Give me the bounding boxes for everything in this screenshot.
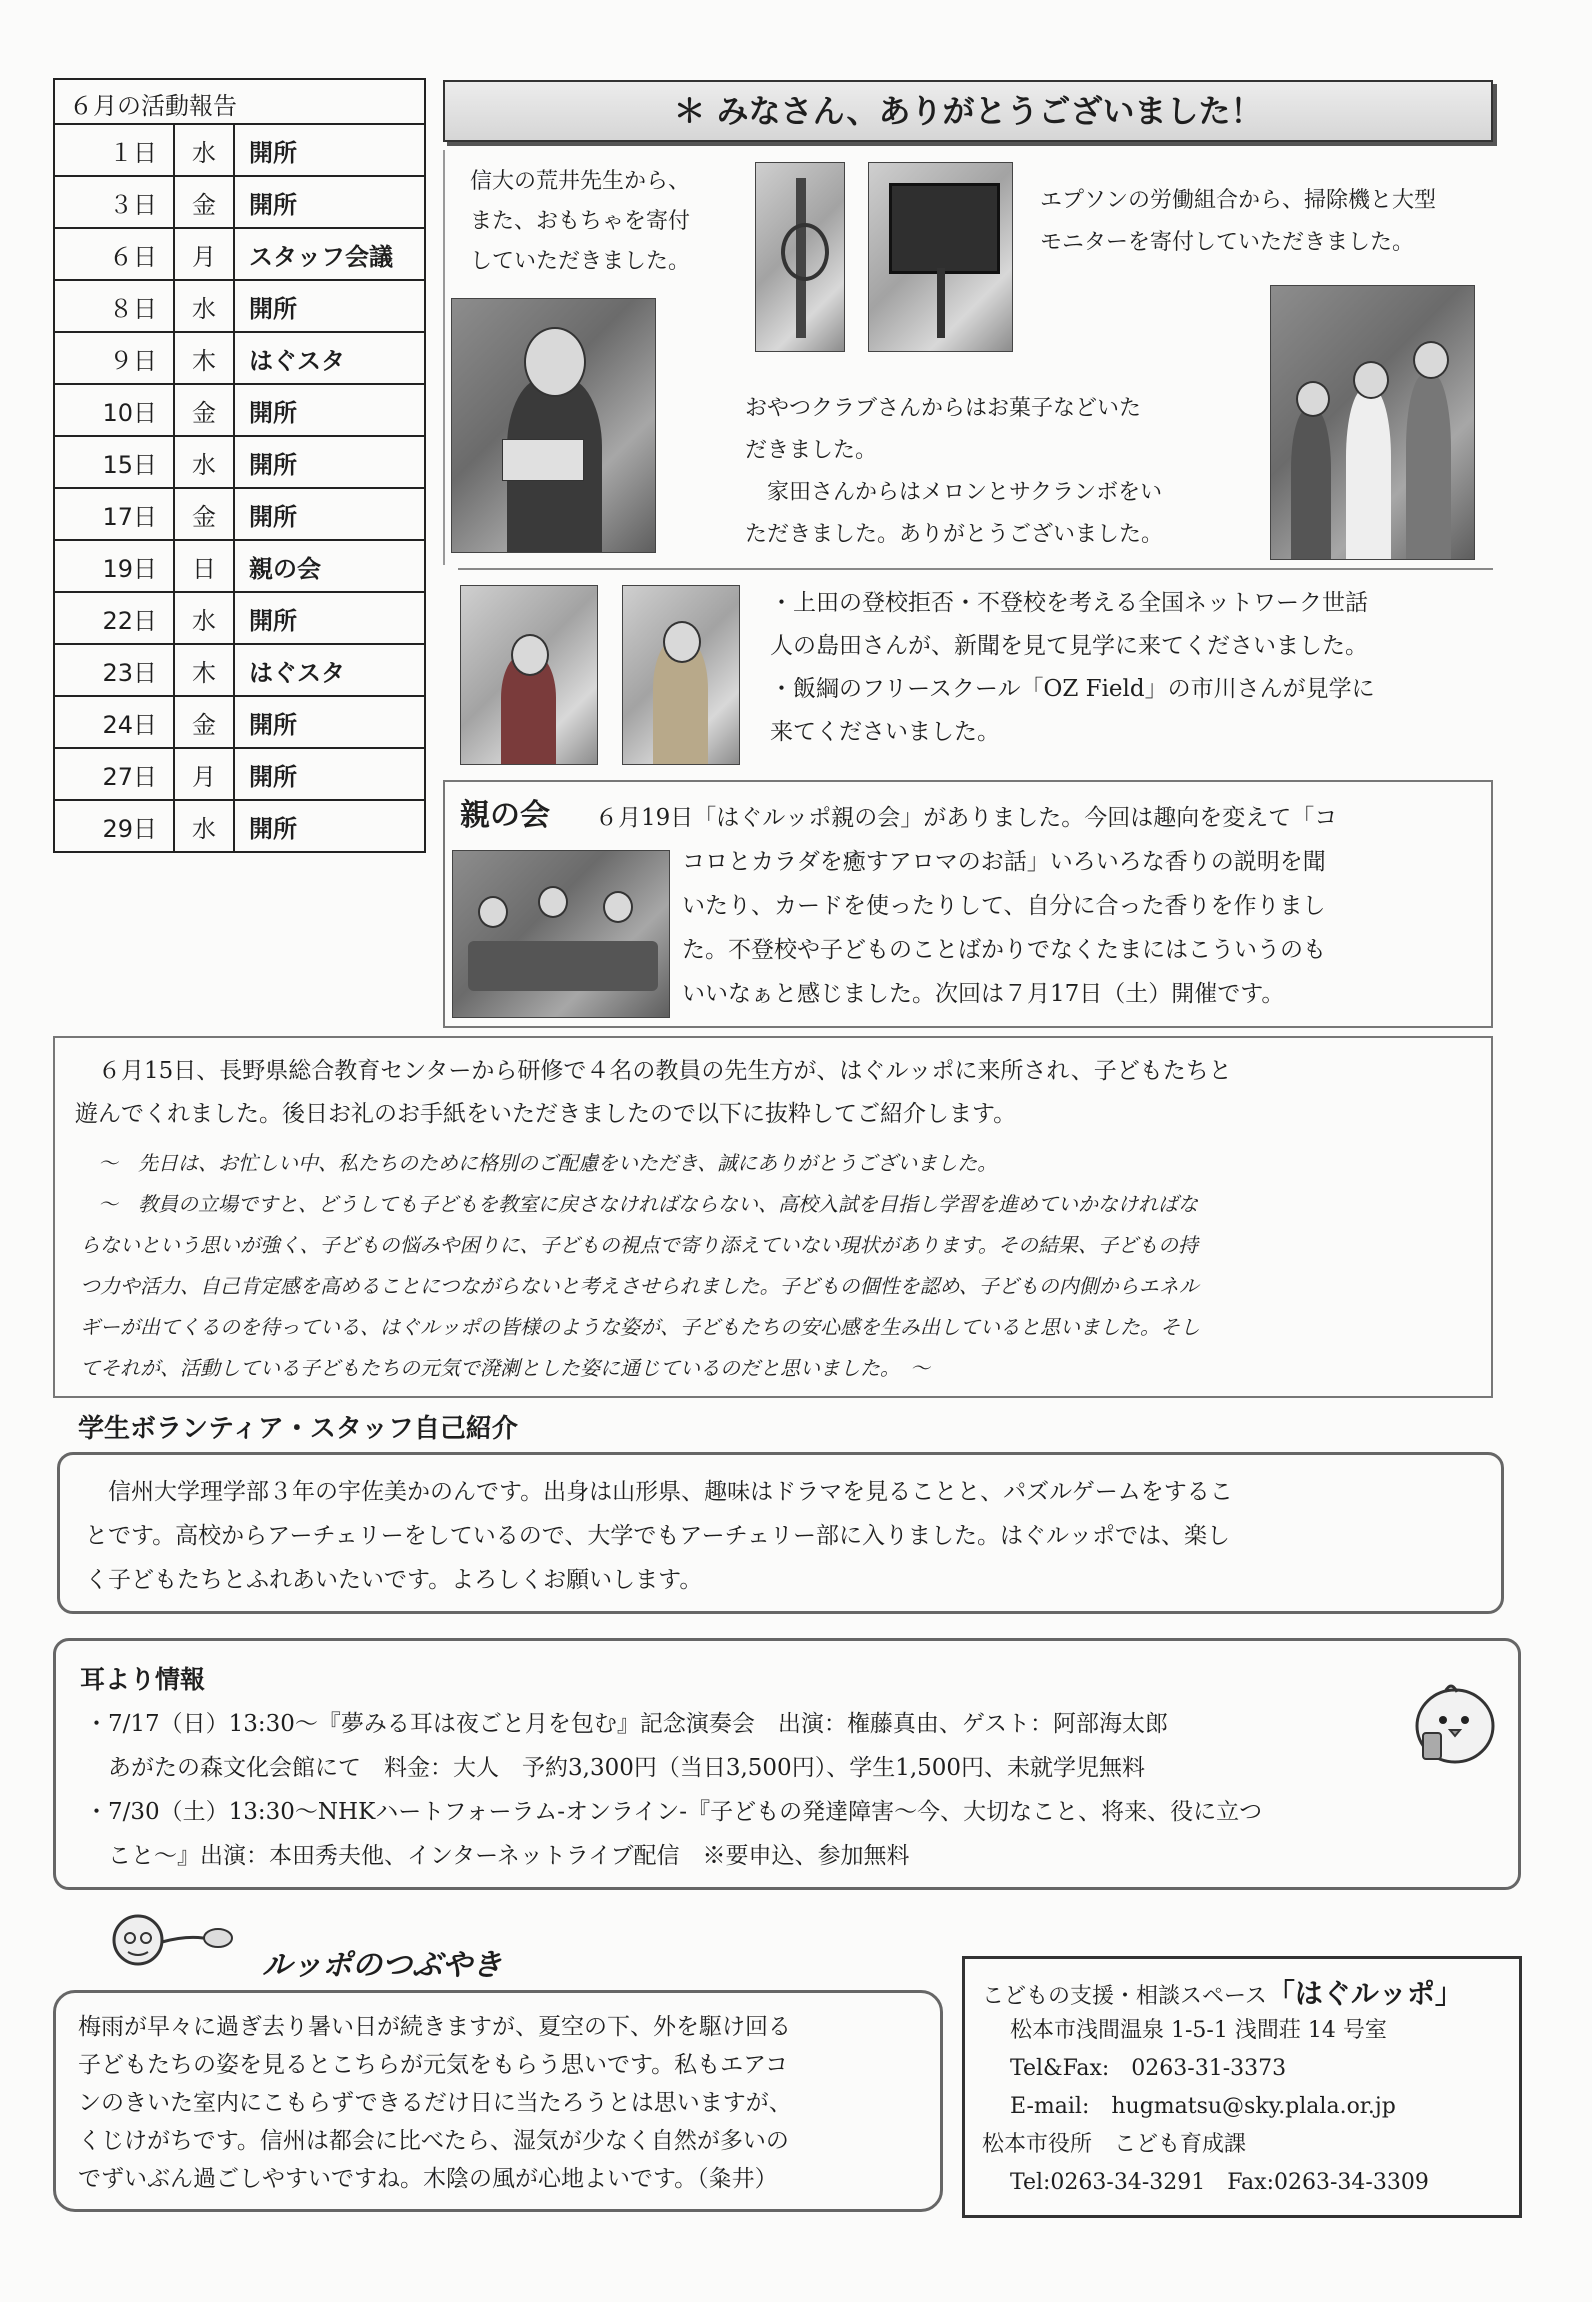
parents-text <box>595 796 1485 840</box>
schedule-weekday: 日 <box>174 540 234 592</box>
tsubuyaki-text <box>78 2008 938 2198</box>
teachers-intro <box>75 1050 1485 1136</box>
schedule-weekday: 金 <box>174 176 234 228</box>
schedule-event: 開所 <box>234 696 425 748</box>
schedule-event: はぐスタ <box>234 332 425 384</box>
schedule-day: 10日 <box>54 384 174 436</box>
schedule-day: 29日 <box>54 800 174 852</box>
visitors-line-1: ・上田の登校拒否・不登校を考える全国ネットワーク世話 <box>770 590 1368 616</box>
contact-org-prefix: こどもの支援・相談スペース <box>982 1984 1267 2009</box>
snack-line-1: おやつクラブさんからはお菓子などいた <box>745 396 1142 421</box>
visitors-line-4: 来てくださいました。 <box>770 719 1000 745</box>
schedule-event: 開所 <box>234 488 425 540</box>
schedule-day: 17日 <box>54 488 174 540</box>
schedule-row <box>54 176 425 228</box>
schedule-day: ９日 <box>54 332 174 384</box>
shinshu-line-2: また、おもちゃを寄付 <box>470 209 691 234</box>
schedule-event: 開所 <box>234 176 425 228</box>
schedule-row <box>54 488 425 540</box>
info-text <box>85 1702 1495 1878</box>
schedule-grid <box>53 123 426 853</box>
schedule-weekday: 水 <box>174 280 234 332</box>
photo-parents-meeting <box>452 850 670 1018</box>
letter-line-6: てそれが、活動している子どもたちの元気で溌溂とした姿に通じているのだと思いました。 ～ <box>80 1356 930 1380</box>
info-line-3: ・7/30（土）13:30～NHKハートフォーラム-オンライン-『子どもの発達障害～今、大切なこと、将来、役に立つ <box>85 1799 1263 1825</box>
teachers-letter <box>80 1143 1485 1389</box>
schedule-day: 22日 <box>54 592 174 644</box>
schedule-weekday: 水 <box>174 436 234 488</box>
shinshu-line-1: 信大の荒井先生から、 <box>470 169 691 194</box>
schedule-event: 開所 <box>234 436 425 488</box>
schedule-row <box>54 332 425 384</box>
visitors-line-2: 人の島田さんが、新聞を見て見学に来てくださいました。 <box>770 633 1368 659</box>
parents-text-rest <box>682 840 1487 1016</box>
contact-office-tel: Tel:0263-34-3291 Fax:0263-34-3309 <box>1010 2170 1429 2195</box>
schedule-row <box>54 644 425 696</box>
snack-line-4: ただきました。ありがとうございました。 <box>745 522 1164 547</box>
schedule-day: 19日 <box>54 540 174 592</box>
schedule-weekday: 月 <box>174 228 234 280</box>
parents-line-2: コロとカラダを癒すアロマのお話」いろいろな香りの説明を聞 <box>682 849 1326 875</box>
info-line-4: こと～』出演：本田秀夫他、インターネットライブ配信 ※要申込、参加無料 <box>85 1843 910 1869</box>
volunteer-line-1: 信州大学理学部３年の宇佐美かのんです。出身は山形県、趣味はドラマを見ることと、パズルゲームをするこ <box>85 1479 1233 1505</box>
schedule-day: 27日 <box>54 748 174 800</box>
photo-visitor-1 <box>460 585 598 765</box>
schedule-weekday: 金 <box>174 384 234 436</box>
schedule-day: 23日 <box>54 644 174 696</box>
photo-professor <box>451 298 656 553</box>
volunteer-heading: 学生ボランティア・スタッフ自己紹介 <box>78 1414 518 1444</box>
schedule-weekday: 月 <box>174 748 234 800</box>
schedule-weekday: 水 <box>174 124 234 176</box>
tsubuyaki-heading: ルッポのつぶやき <box>262 1948 502 1983</box>
contact-office: 松本市役所 こども育成課 <box>982 2132 1247 2157</box>
snack-line-2: だきました。 <box>745 438 878 463</box>
schedule-row <box>54 124 425 176</box>
shinshu-line-3: していただきました。 <box>470 249 691 274</box>
contact-address: 松本市浅間温泉 1-5-1 浅間荘 14 号室 <box>1010 2018 1387 2043</box>
contact-email[interactable]: E-mail: hugmatsu@sky.plala.or.jp <box>1010 2094 1396 2119</box>
schedule-event: 親の会 <box>234 540 425 592</box>
tsubuyaki-line-2: 子どもたちの姿を見るとこちらが元気をもらう思いです。私もエアコ <box>78 2052 789 2078</box>
letter-line-4: つ力や活力、自己肯定感を高めることにつながらないと考えさせられました。子どもの個性を認め、子どもの内側からエネル <box>80 1274 1199 1298</box>
teachers-line-1: ６月15日、長野県総合教育センターから研修で４名の教員の先生方が、はぐルッポに来所され、子どもたちと <box>75 1058 1232 1084</box>
epson-line-1: エプソンの労働組合から、掃除機と大型 <box>1040 188 1437 213</box>
tsubuyaki-line-3: ンのきいた室内にこもらずできるだけ日に当たろうとは思いますが、 <box>78 2090 792 2116</box>
info-heading: 耳より情報 <box>80 1665 206 1694</box>
volunteer-text <box>85 1470 1490 1602</box>
schedule-row <box>54 592 425 644</box>
parents-line-5: いいなぁと感じました。次回は７月17日（土）開催です。 <box>682 981 1285 1007</box>
volunteer-line-2: とです。高校からアーチェリーをしているので、大学でもアーチェリー部に入りました。はぐルッポでは、楽し <box>85 1523 1230 1549</box>
schedule-weekday: 金 <box>174 696 234 748</box>
parents-line-3: いたり、カードを使ったりして、自分に合った香りを作りまし <box>682 893 1326 919</box>
schedule-event: 開所 <box>234 800 425 852</box>
bird-mascot-icon <box>1405 1678 1500 1768</box>
parents-line-1: ６月19日「はぐルッポ親の会」がありました。今回は趣向を変えて「コ <box>595 805 1338 831</box>
schedule-row <box>54 280 425 332</box>
visitors-line-3: ・飯綱のフリースクール「OZ Field」の市川さんが見学に <box>770 676 1375 702</box>
parents-title: 親の会 <box>460 798 550 833</box>
volunteer-line-3: く子どもたちとふれあいたいです。よろしくお願いします。 <box>85 1567 703 1593</box>
photo-children-group <box>1270 285 1475 560</box>
shinshu-text <box>470 162 770 282</box>
photo-monitor <box>868 162 1013 352</box>
contact-org <box>982 1972 1522 2012</box>
schedule-day: 24日 <box>54 696 174 748</box>
teachers-line-2: 遊んでくれました。後日お礼のお手紙をいただきましたので以下に抜粋してご紹介します。 <box>75 1101 1017 1127</box>
contact-org-name: 「はぐルッポ」 <box>1266 1977 1463 2010</box>
schedule-event: スタッフ会議 <box>234 228 425 280</box>
schedule-event: 開所 <box>234 384 425 436</box>
schedule-weekday: 金 <box>174 488 234 540</box>
tsubuyaki-line-5: でずいぶん過ごしやすいですね。木陰の風が心地よいです。（粂井） <box>78 2166 778 2192</box>
info-line-1: ・7/17（日）13:30～『夢みる耳は夜ごと月を包む』記念演奏会 出演：権藤真由、ゲスト：阿部海太郎 <box>85 1711 1169 1737</box>
schedule-row <box>54 384 425 436</box>
letter-line-3: らないという思いが強く、子どもの悩みや困りに、子どもの視点で寄り添えていない現状があります。その結果、子どもの持 <box>80 1233 1198 1257</box>
letter-line-5: ギーが出てくるのを待っている、はぐルッポの皆様のような姿が、子どもたちの安心感を生み出していると思いました。そし <box>80 1315 1200 1339</box>
thanks-heading-box <box>443 80 1493 142</box>
schedule-row <box>54 228 425 280</box>
schedule-event: 開所 <box>234 748 425 800</box>
letter-line-1: ～ 先日は、お忙しい中、私たちのために格別のご配慮をいただき、誠にありがとうございました。 <box>98 1151 998 1175</box>
epson-text <box>1040 180 1480 264</box>
schedule-table <box>53 78 426 853</box>
schedule-event: はぐスタ <box>234 644 425 696</box>
schedule-day: ３日 <box>54 176 174 228</box>
schedule-row <box>54 540 425 592</box>
schedule-row <box>54 696 425 748</box>
schedule-weekday: 木 <box>174 332 234 384</box>
schedule-row <box>54 436 425 488</box>
info-line-2: あがたの森文化会館にて 料金：大人 予約3,300円（当日3,500円）、学生1,500円、未就学児無料 <box>85 1755 1146 1781</box>
photo-vacuum <box>755 162 845 352</box>
schedule-day: ８日 <box>54 280 174 332</box>
schedule-weekday: 木 <box>174 644 234 696</box>
schedule-weekday: 水 <box>174 592 234 644</box>
epson-line-2: モニターを寄付していただきました。 <box>1040 230 1415 255</box>
contact-details <box>982 2012 1512 2202</box>
schedule-day: 15日 <box>54 436 174 488</box>
monkey-mascot-icon <box>108 1908 238 1978</box>
schedule-weekday: 水 <box>174 800 234 852</box>
schedule-event: 開所 <box>234 124 425 176</box>
tsubuyaki-line-4: くじけがちです。信州は都会に比べたら、湿気が少なく自然が多いの <box>78 2128 789 2154</box>
schedule-row <box>54 800 425 852</box>
parents-line-4: た。不登校や子どものことばかりでなくたまにはこういうのも <box>682 937 1326 963</box>
visitors-text <box>770 582 1490 754</box>
tsubuyaki-line-1: 梅雨が早々に過ぎ去り暑い日が続きますが、夏空の下、外を駆け回る <box>78 2014 791 2040</box>
letter-line-2: ～ 教員の立場ですと、どうしても子どもを教室に戻さなければならない、高校入試を目指し学習を進めていかなければな <box>98 1192 1198 1216</box>
schedule-row <box>54 748 425 800</box>
schedule-title: ６月の活動報告 <box>53 78 426 123</box>
schedule-day: ６日 <box>54 228 174 280</box>
contact-telfax: Tel&Fax: 0263-31-3373 <box>1010 2056 1287 2081</box>
schedule-event: 開所 <box>234 592 425 644</box>
schedule-day: １日 <box>54 124 174 176</box>
thanks-heading: ＊ みなさん、ありがとうございました！ <box>673 92 1263 130</box>
snack-line-3: 家田さんからはメロンとサクランボをい <box>745 480 1163 505</box>
photo-visitor-2 <box>622 585 740 765</box>
schedule-event: 開所 <box>234 280 425 332</box>
snack-text <box>745 388 1245 556</box>
